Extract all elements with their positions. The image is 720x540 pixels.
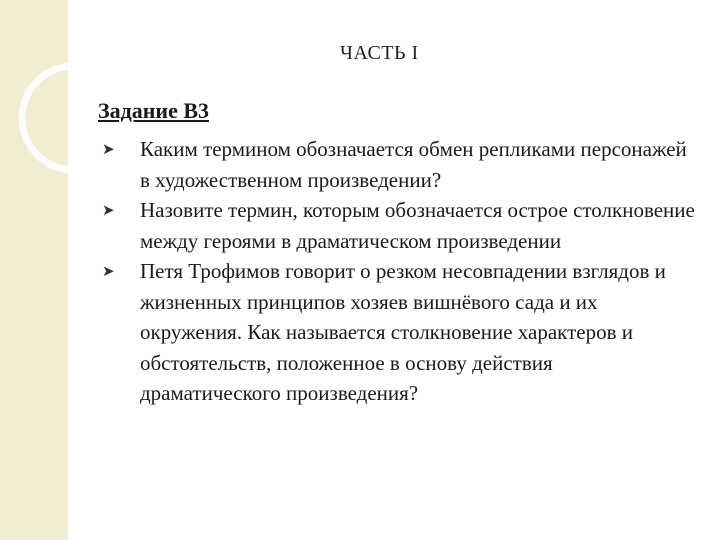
- arrowhead-bullet-icon: ➤: [102, 201, 115, 219]
- question-text: Назовите термин, которым обозначается острое столкновение между героями в драматическом произведении: [140, 198, 695, 253]
- arrowhead-bullet-icon: ➤: [102, 262, 115, 280]
- arrowhead-bullet-icon: ➤: [102, 140, 115, 158]
- question-item: [98, 256, 698, 409]
- slide-title: ЧАСТЬ I: [340, 42, 419, 64]
- decorative-side-panel: [0, 0, 68, 540]
- task-heading: Задание В3: [98, 98, 210, 123]
- question-item: [98, 134, 698, 195]
- question-text: Петя Трофимов говорит о резком несовпадении взглядов и жизненных принципов хозяев вишнёвого сада и их окружения. Как называется столкновение характеров и обстоятельств, положенное в основу действия драматического произведения?: [140, 259, 666, 405]
- question-item: [98, 195, 698, 256]
- question-text: Каким термином обозначается обмен репликами персонажей в художественном произведении?: [140, 137, 687, 192]
- question-list: [98, 134, 698, 409]
